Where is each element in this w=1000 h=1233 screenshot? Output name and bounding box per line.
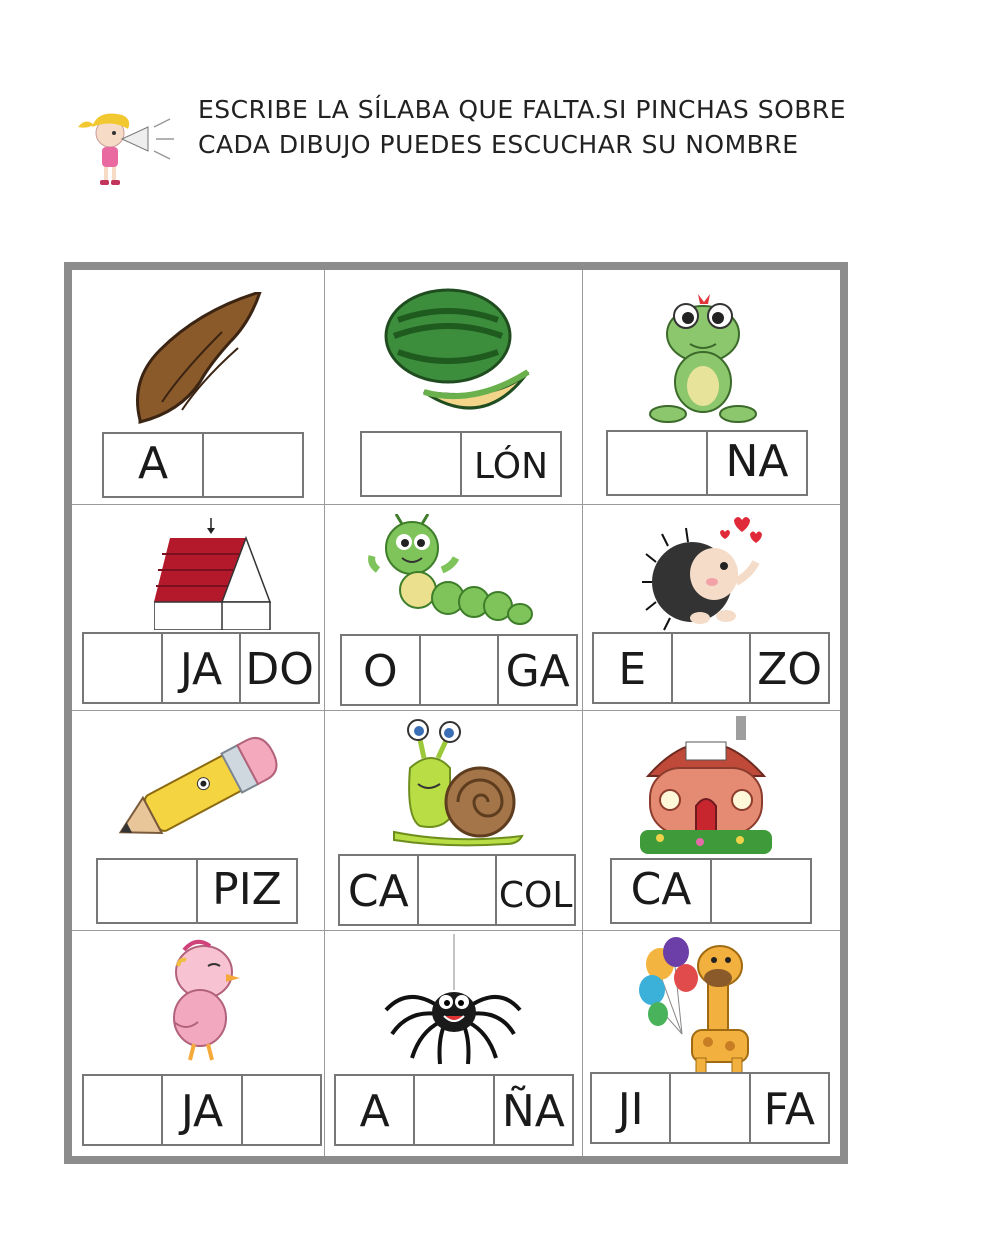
syllable-boxes-frog <box>606 430 808 496</box>
syllable-boxes-giraffe <box>590 1072 830 1144</box>
watermelon-icon[interactable] <box>384 288 534 428</box>
syllable-boxes-bird <box>82 1074 322 1146</box>
syllable-boxes-snail <box>338 854 576 926</box>
syllable-box[interactable]: JA <box>161 634 240 702</box>
caterpillar-icon[interactable] <box>368 514 536 634</box>
giraffe-icon[interactable] <box>638 934 758 1082</box>
syllable-box[interactable]: A <box>336 1076 413 1144</box>
syllable-boxes-pencil <box>96 858 298 924</box>
grid-divider <box>324 270 325 1156</box>
grid-divider <box>72 504 840 505</box>
syllable-box[interactable]: CA <box>612 860 710 922</box>
grid-divider <box>72 710 840 711</box>
syllable-box[interactable] <box>84 634 161 702</box>
syllable-box[interactable]: GA <box>497 636 576 704</box>
hedgehog-icon[interactable] <box>642 512 770 632</box>
syllable-box[interactable]: ÑA <box>493 1076 572 1144</box>
bird-icon[interactable] <box>160 936 246 1070</box>
syllable-box[interactable]: E <box>594 634 671 702</box>
wing-icon[interactable] <box>132 292 272 426</box>
syllable-box[interactable]: CA <box>340 856 417 924</box>
syllable-box[interactable]: LÓN <box>460 433 560 495</box>
syllable-box[interactable] <box>419 636 498 704</box>
syllable-box[interactable]: PIZ <box>196 860 296 922</box>
syllable-box[interactable]: A <box>104 434 202 496</box>
worksheet-grid <box>64 262 848 1164</box>
syllable-box[interactable] <box>669 1074 748 1142</box>
syllable-box[interactable] <box>608 432 706 494</box>
syllable-box[interactable] <box>671 634 750 702</box>
syllable-box[interactable] <box>241 1076 320 1144</box>
syllable-box[interactable]: JI <box>592 1074 669 1142</box>
instructions-text: ESCRIBE LA SÍLABA QUE FALTA.SI PINCHAS SOBRE CADA DIBUJO PUEDES ESCUCHAR SU NOMBRE <box>198 95 847 159</box>
girl-megaphone-icon[interactable] <box>70 105 180 190</box>
syllable-boxes-watermelon <box>360 431 562 497</box>
syllable-box[interactable]: ZO <box>749 634 828 702</box>
snail-icon[interactable] <box>388 718 526 850</box>
syllable-box[interactable] <box>417 856 496 924</box>
roof-icon[interactable] <box>154 518 272 630</box>
syllable-box[interactable]: O <box>342 636 419 704</box>
syllable-box[interactable]: COL <box>495 856 574 924</box>
syllable-box[interactable] <box>98 860 196 922</box>
syllable-box[interactable]: FA <box>749 1074 828 1142</box>
syllable-box[interactable]: DO <box>239 634 318 702</box>
syllable-box[interactable] <box>710 860 810 922</box>
grid-divider <box>582 270 583 1156</box>
syllable-boxes-spider <box>334 1074 574 1146</box>
syllable-boxes-caterpillar <box>340 634 578 706</box>
syllable-box[interactable] <box>362 433 460 495</box>
syllable-box[interactable] <box>413 1076 492 1144</box>
syllable-boxes-hedgehog <box>592 632 830 704</box>
grid-divider <box>72 930 840 931</box>
syllable-box[interactable]: JA <box>161 1076 240 1144</box>
syllable-boxes-house <box>610 858 812 924</box>
pencil-icon[interactable] <box>106 726 286 856</box>
spider-icon[interactable] <box>382 934 522 1074</box>
frog-icon[interactable] <box>648 290 758 430</box>
syllable-box[interactable] <box>202 434 302 496</box>
syllable-boxes-roof <box>82 632 320 704</box>
syllable-boxes-wing <box>102 432 304 498</box>
house-icon[interactable] <box>640 714 772 858</box>
syllable-box[interactable]: NA <box>706 432 806 494</box>
syllable-box[interactable] <box>84 1076 161 1144</box>
